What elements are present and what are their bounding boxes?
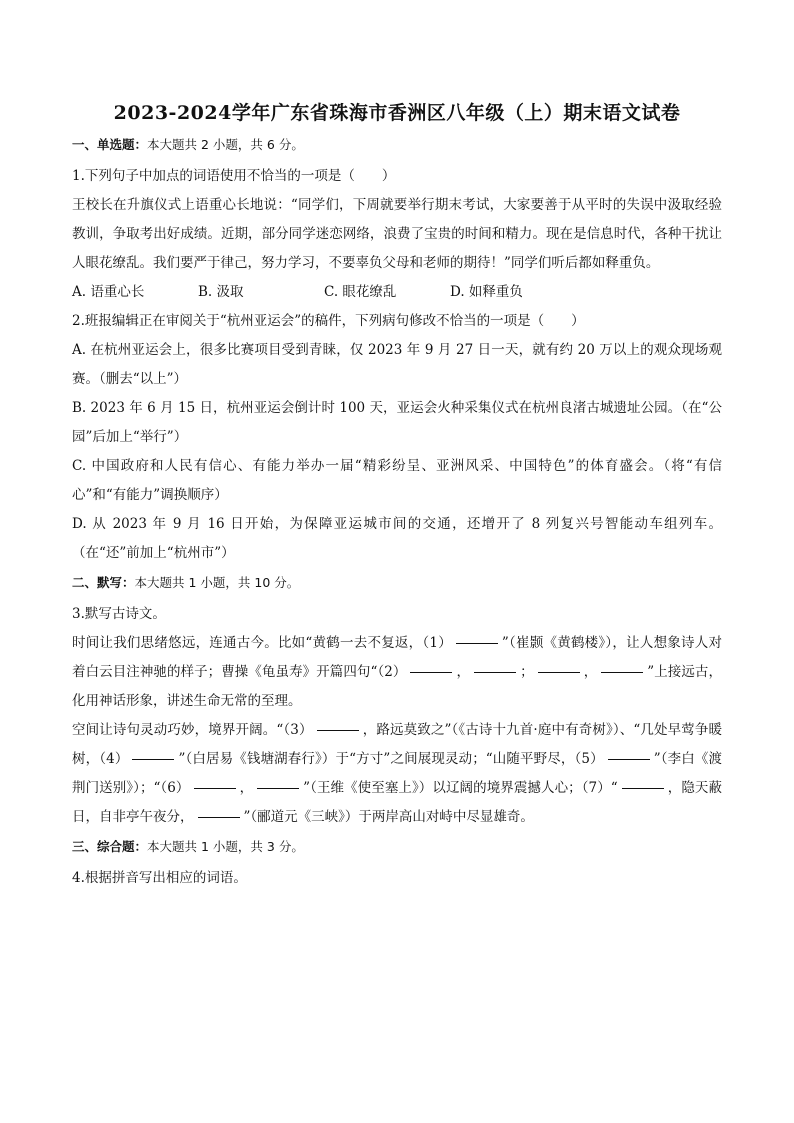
- section-heading-3: [72, 836, 722, 858]
- text-run: ”（崔颢《黄鹤楼》），让人想象诗人对着白云目注神驰的样子；曹操《龟虽寿》开篇四句“（2）: [72, 635, 722, 680]
- section-info: 本大题共 2 小题，共 6 分。: [147, 137, 304, 152]
- answer-blank: [317, 729, 359, 731]
- question-3-stem: 3.默写古诗文。: [72, 606, 166, 622]
- question-1-stem: 1.下列句子中加点的词语使用不恰当的一项是（ ）: [72, 168, 396, 184]
- option-b: B. 汲取: [198, 284, 244, 300]
- section-info: 本大题共 1 小题，共 10 分。: [134, 575, 300, 590]
- section-heading-2: [72, 572, 722, 594]
- question-4-stem: 4.根据拼音写出相应的词语。: [72, 870, 247, 886]
- text-run: ，: [239, 780, 254, 796]
- text-run: 时间让我们思绪悠远，连通古今。比如“黄鹤一去不复返，（1）: [72, 635, 452, 651]
- text-run: ”（白居易《钱塘湖春行》）于“方寸”之间展现灵动；“山随平野尽，（5）: [178, 751, 604, 767]
- text-run: ，隐天蔽日，自非亭午夜分，: [72, 780, 722, 825]
- answer-blank: [538, 671, 580, 673]
- answer-blank: [257, 787, 299, 789]
- answer-blank: [456, 642, 498, 644]
- question-2-option-b: B. 2023 年 6 月 15 日，杭州亚运会倒计时 100 天，亚运会火种采集仪式在杭州良渚古城遗址公园。（在“公园”后加上“举行”）: [72, 400, 722, 445]
- text-run: ”（李白《渡荆门送别》）；“（6）: [72, 751, 723, 796]
- question-1-passage: 王校长在升旗仪式上语重心长地说：“同学们，下周就要举行期末考试，大家要善于从平时的失误中汲取经验教训，争取考出好成绩。近期，部分同学迷恋网络，浪费了宝贵的时间和精力。现在是信息时代，各种干扰让人眼花缭乱。我们要严于律己，努力学习，不要辜负父母和老师的期待！”同学们听后都如释重负。: [72, 197, 722, 271]
- question-2-stem: 2.班报编辑正在审阅关于“杭州亚运会”的稿件，下列病句修改不恰当的一项是（ ）: [72, 313, 585, 329]
- text-run: 空间让诗句灵动巧妙，境界开阔。“（3）: [72, 722, 313, 738]
- answer-blank: [194, 787, 236, 789]
- text-run: ，路远莫致之”（《古诗十九首·庭中有奇树》）、“几处早莺争暖树，（4）: [72, 722, 723, 767]
- answer-blank: [410, 671, 452, 673]
- text-run: ”（郦道元《三峡》）于两岸高山对峙中尽显雄奇。: [243, 809, 534, 825]
- answer-blank: [474, 671, 516, 673]
- answer-blank: [601, 671, 643, 673]
- option-a: A. 语重心长: [72, 284, 145, 300]
- question-2-option-d: D. 从 2023 年 9 月 16 日开始，为保障亚运城市间的交通，还增开了 8 列复兴号智能动车组列车。（在“还”前加上“杭州市”）: [72, 516, 722, 561]
- option-c: C. 眼花缭乱: [324, 284, 397, 300]
- section-lead: 二、默写：: [72, 575, 135, 590]
- question-1-options: [72, 278, 722, 307]
- section-lead: 一、单选题：: [72, 137, 148, 152]
- text-run: ，: [583, 664, 598, 680]
- text-run: ”上接远古，化用神话形象，讲述生命无常的至理。: [72, 664, 723, 709]
- exam-page: [72, 100, 722, 893]
- answer-blank: [132, 758, 174, 760]
- answer-blank: [608, 758, 650, 760]
- section-lead: 三、综合题：: [72, 839, 148, 854]
- section-info: 本大题共 1 小题，共 3 分。: [147, 839, 304, 854]
- text-run: ，: [456, 664, 471, 680]
- page-title: 2023-2024学年广东省珠海市香洲区八年级（上）期末语文试卷: [113, 102, 681, 124]
- question-3-paragraph-2: [72, 716, 722, 832]
- text-run: ；: [520, 664, 534, 680]
- question-2-option-a: A. 在杭州亚运会上，很多比赛项目受到青睐，仅 2023 年 9 月 27 日一天，就有约 20 万以上的观众现场观赛。（删去“以上”）: [72, 342, 722, 387]
- answer-blank: [198, 816, 240, 818]
- question-3-paragraph-1: [72, 629, 722, 716]
- question-2-option-c: C. 中国政府和人民有信心、有能力举办一届“精彩纷呈、亚洲风采、中国特色”的体育盛会。（将“有信心”和“有能力”调换顺序）: [72, 458, 722, 503]
- answer-blank: [622, 787, 664, 789]
- section-heading-1: [72, 134, 722, 156]
- text-run: ”（王维《使至塞上》）以辽阔的境界震撼人心；（7）“: [303, 780, 618, 796]
- option-d: D. 如释重负: [450, 284, 523, 300]
